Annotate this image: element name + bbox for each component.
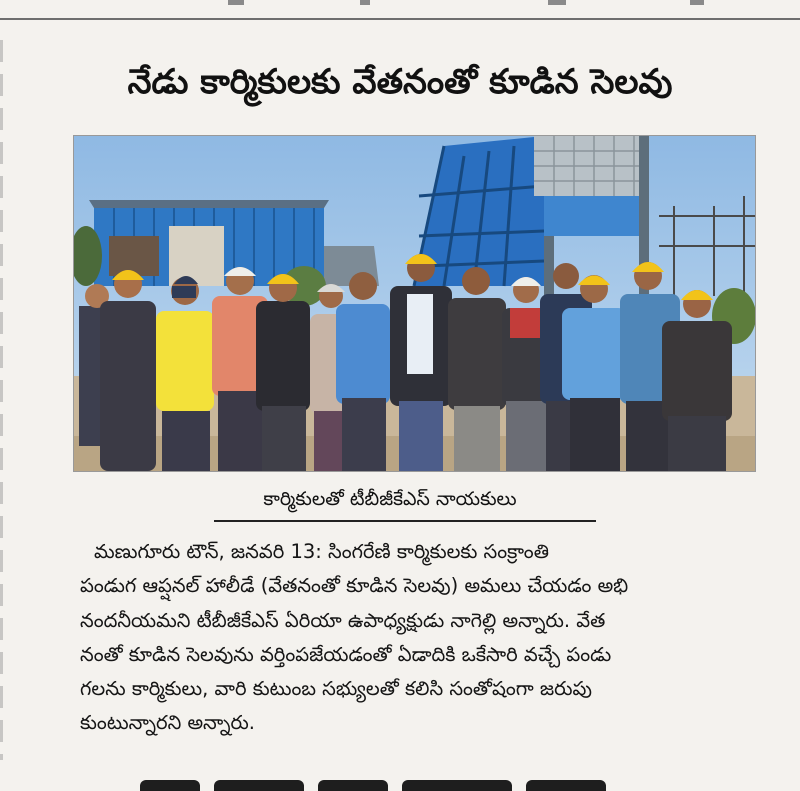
body-line: మణుగూరు టౌన్, జనవరి 13: సింగరేణి కార్మికులకు సంక్రాంతి — [94, 540, 549, 563]
top-page-rule — [0, 0, 800, 20]
body-line: నందనీయమని టీబీజీకేఎస్ ఏరియా ఉపాధ్యక్షుడు నాగెల్లి అన్నారు. వేత — [80, 608, 606, 632]
photo-caption: కార్మికులతో టీబీజీకేఎస్ నాయకులు — [263, 488, 517, 510]
left-column-border — [0, 40, 3, 760]
caption-underline — [214, 520, 596, 522]
article-body — [80, 535, 760, 741]
top-cut-mark — [228, 0, 244, 5]
body-line: పండుగ ఆప్షనల్ హాలీడే (వేతనంతో కూడిన సెలవు) అమలు చేయడం అభి — [80, 574, 629, 598]
body-line: నంతో కూడిన సెలవును వర్తింపజేయడంతో ఏడాదికి ఒకేసారి వచ్చే పండు — [80, 642, 612, 666]
body-line: గలను కార్మికులు, వారి కుటుంబ సభ్యులతో కలిసి సంతోషంగా జరుపు — [80, 677, 592, 701]
group-photo-icon — [74, 136, 755, 471]
article-photo — [73, 135, 756, 472]
top-cut-mark — [690, 0, 704, 5]
next-article-headline-cutoff — [140, 778, 660, 791]
article-headline: నేడు కార్మికులకు వేతనంతో కూడిన సెలవు — [127, 62, 673, 102]
top-cut-mark — [548, 0, 566, 5]
body-line: కుంటున్నారని అన్నారు. — [80, 711, 255, 735]
top-cut-mark — [360, 0, 370, 5]
